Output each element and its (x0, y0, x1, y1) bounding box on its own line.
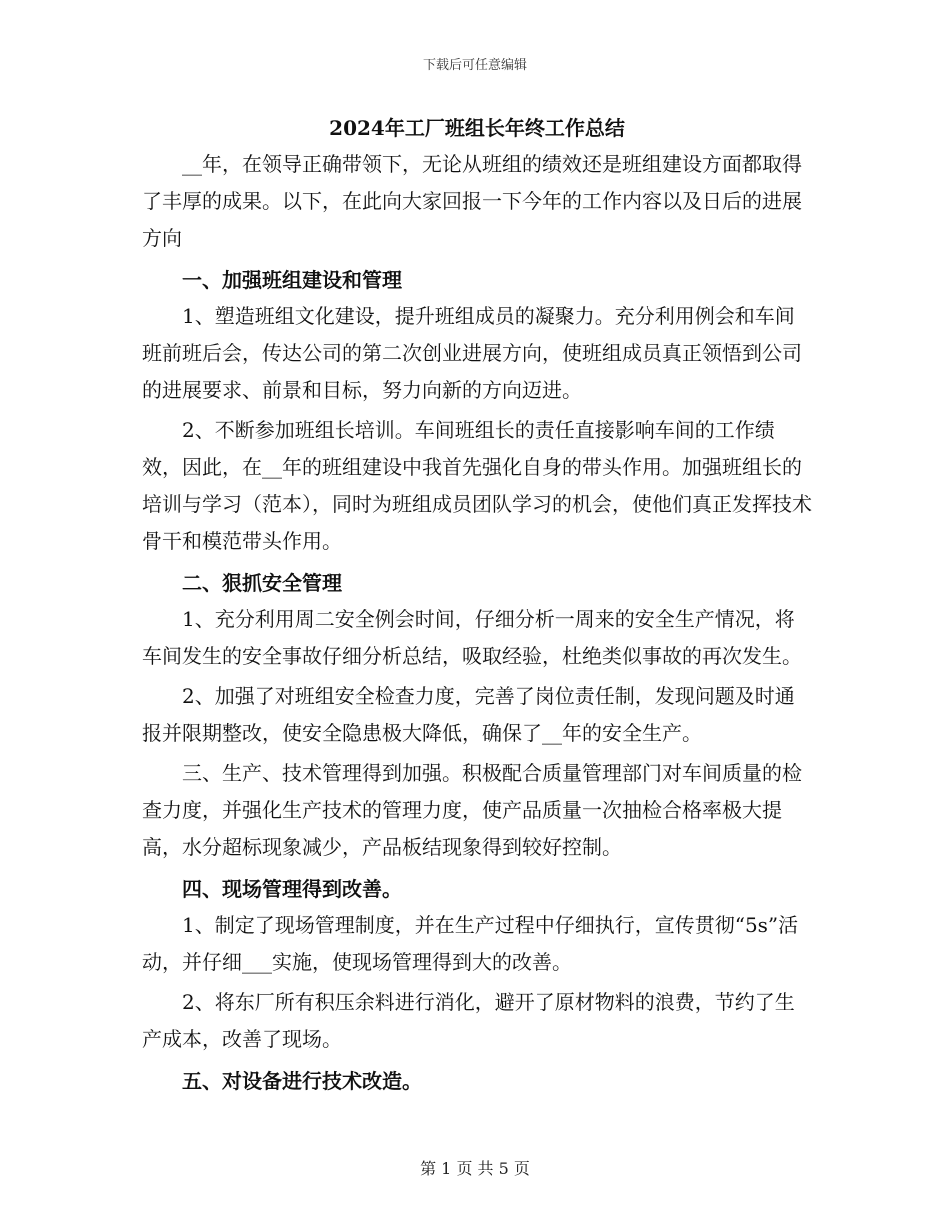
document-title: 2024年工厂班组长年终工作总结 (329, 116, 625, 140)
paragraph-4-1: 1、制定了现场管理制度，并在生产过程中仔细执行，宣传贯彻“5s”活动，并仔细___实施，使现场管理得到大的改善。 (142, 913, 799, 974)
paragraph-1-1: 1、塑造班组文化建设，提升班组成员的凝聚力。充分利用例会和车间班前班后会，传达公司的第二次创业进展方向，使班组成员真正领悟到公司的进展要求、前景和目标，努力向新的方向迈进。 (142, 304, 802, 402)
paragraph-3: 三、生产、技术管理得到加强。积极配合质量管理部门对车间质量的检查力度，并强化生产技术的管理力度，使产品质量一次抽检合格率极大提高，水分超标现象减少，产品板结现象得到较好控制。 (142, 761, 802, 859)
paragraph-intro: __年，在领导正确带领下，无论从班组的绩效还是班组建设方面都取得了丰厚的成果。以下，在此向大家回报一下今年的工作内容以及日后的进展方向 (142, 152, 802, 250)
section-heading-4: 四、现场管理得到改善。 (182, 877, 402, 901)
paragraph-1-2: 2、不断参加班组长培训。车间班组长的责任直接影响车间的工作绩效，因此，在__年的班组建设中我首先强化自身的带头作用。加强班组长的培训与学习（范本），同时为班组成员团队学习的机会，使他们真正发挥技术骨干和模范带头作用。 (142, 418, 812, 553)
section-heading-2: 二、狠抓安全管理 (182, 571, 342, 595)
paragraph-4-2: 2、将东厂所有积压余料进行消化，避开了原材物料的浪费，节约了生产成本，改善了现场。 (142, 990, 795, 1051)
paragraph-2-1: 1、充分利用周二安全例会时间，仔细分析一周来的安全生产情况，将车间发生的安全事故仔细分析总结，吸取经验，杜绝类似事故的再次发生。 (142, 607, 802, 668)
page-header-note: 下载后可任意编辑 (422, 58, 527, 73)
paragraph-2-2: 2、加强了对班组安全检查力度，完善了岗位责任制，发现问题及时通报并限期整改，使安全隐患极大降低，确保了__年的安全生产。 (142, 684, 795, 745)
document-body (142, 112, 812, 1099)
page-number: 第 1 页 共 5 页 (420, 1159, 530, 1178)
section-heading-5: 五、对设备进行技术改造。 (182, 1069, 422, 1093)
section-heading-1: 一、加强班组建设和管理 (182, 268, 402, 292)
